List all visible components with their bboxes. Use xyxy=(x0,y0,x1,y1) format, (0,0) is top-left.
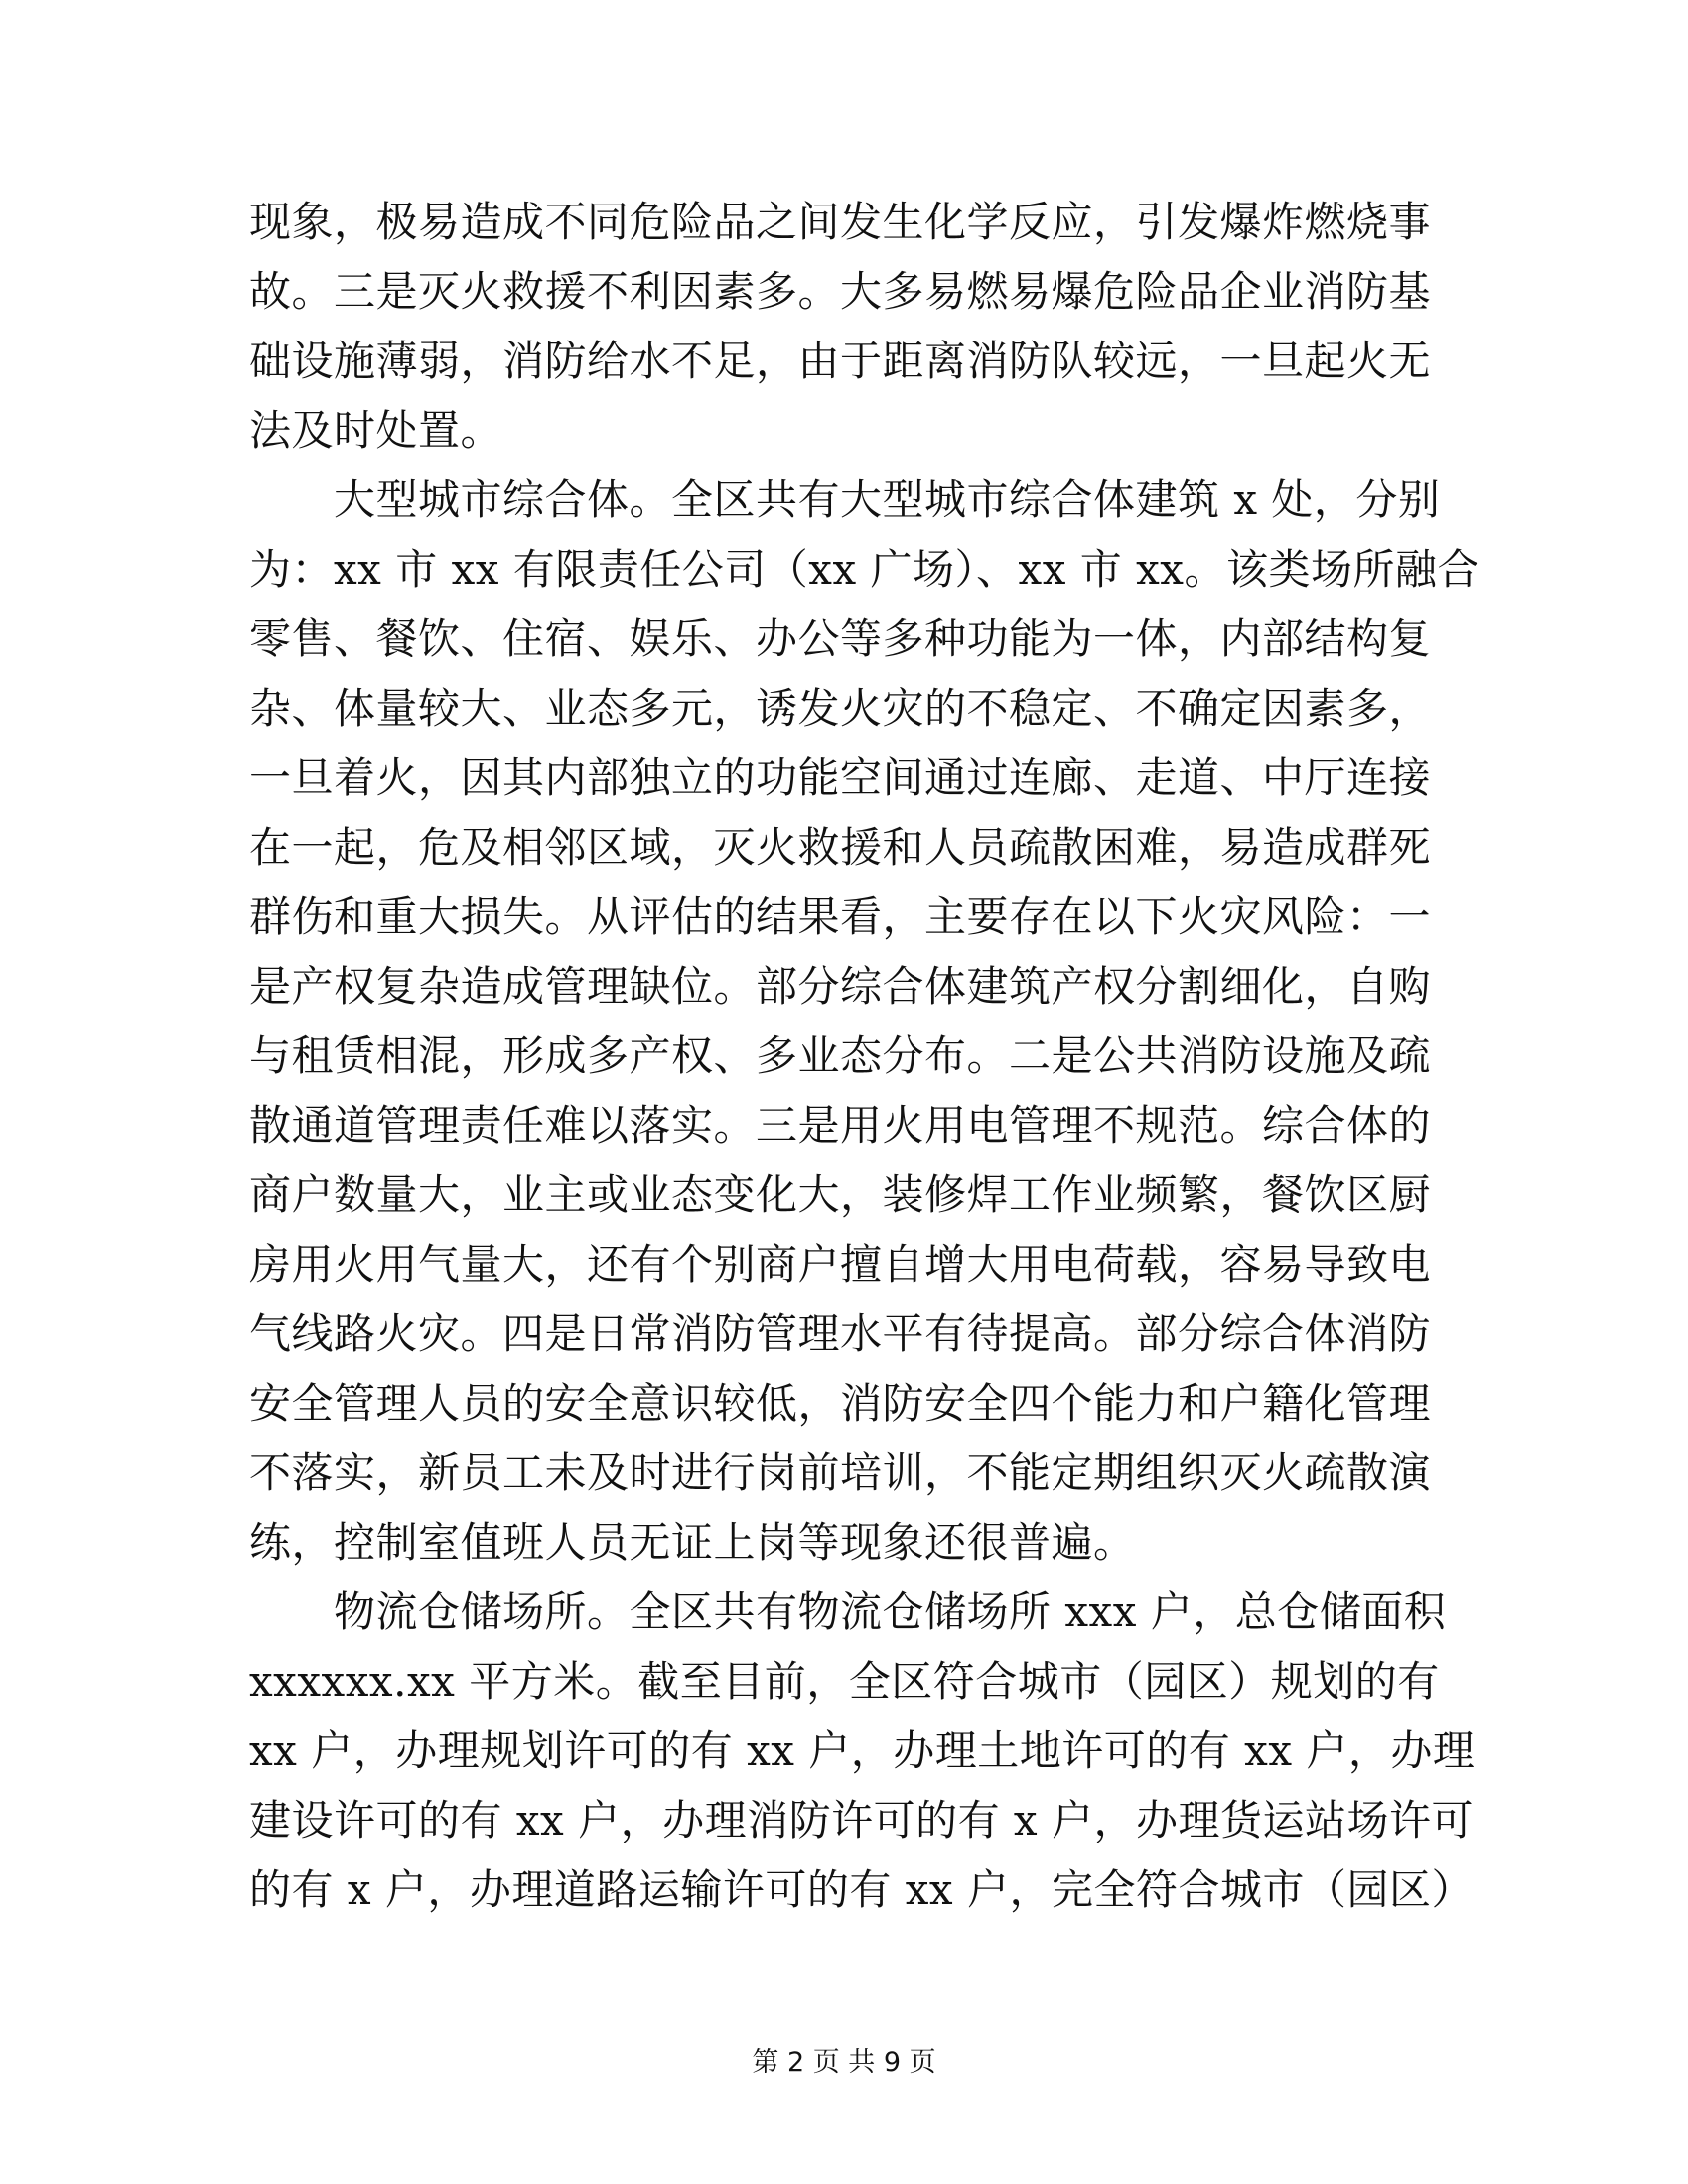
text-line: 安全管理人员的安全意识较低，消防安全四个能力和户籍化管理 xyxy=(249,1379,1432,1428)
text-line: 建设许可的有 xx 户，办理消防许可的有 x 户，办理货运站场许可 xyxy=(249,1796,1474,1844)
text-line: 法及时处置。 xyxy=(249,406,503,455)
text-line: 在一起，危及相邻区域，灭火救援和人员疏散困难，易造成群死 xyxy=(249,823,1432,872)
text-line: 零售、餐饮、住宿、娱乐、办公等多种功能为一体，内部结构复 xyxy=(249,614,1432,663)
text-line: 一旦着火，因其内部独立的功能空间通过连廊、走道、中厅连接 xyxy=(249,753,1432,802)
text-line: 房用火用气量大，还有个别商户擅自增大用电荷载，容易导致电 xyxy=(249,1240,1432,1289)
text-line: 为：xx 市 xx 有限责任公司（xx 广场）、xx 市 xx。该类场所融合 xyxy=(249,545,1479,594)
text-line: 的有 x 户，办理道路运输许可的有 xx 户，完全符合城市（园区） xyxy=(249,1865,1474,1914)
paragraph-start-line: 物流仓储场所。全区共有物流仓储场所 xxx 户，总仓储面积 xyxy=(249,1587,1447,1636)
text-line: xxxxxx.xx 平方米。截至目前，全区符合城市（园区）规划的有 xyxy=(249,1657,1440,1706)
text-line: 是产权复杂造成管理缺位。部分综合体建筑产权分割细化，自购 xyxy=(249,962,1432,1011)
text-line: 群伤和重大损失。从评估的结果看，主要存在以下火灾风险：一 xyxy=(249,892,1432,941)
text-line: 练，控制室值班人员无证上岗等现象还很普遍。 xyxy=(249,1518,1136,1567)
paragraph-start-line: 大型城市综合体。全区共有大型城市综合体建筑 x 处，分别 xyxy=(249,476,1441,524)
page-number-footer: 第 2 页 共 9 页 xyxy=(752,2047,936,2078)
text-line: 不落实，新员工未及时进行岗前培训，不能定期组织灭火疏散演 xyxy=(249,1448,1432,1497)
text-line: 故。三是灭火救援不利因素多。大多易燃易爆危险品企业消防基 xyxy=(249,267,1432,316)
text-line: xx 户，办理规划许可的有 xx 户，办理土地许可的有 xx 户，办理 xyxy=(249,1726,1476,1775)
text-line: 杂、体量较大、业态多元，诱发火灾的不稳定、不确定因素多， xyxy=(249,684,1432,733)
text-line: 气线路火灾。四是日常消防管理水平有待提高。部分综合体消防 xyxy=(249,1309,1432,1358)
text-line: 商户数量大，业主或业态变化大，装修焊工作业频繁，餐饮区厨 xyxy=(249,1170,1432,1219)
text-line: 与租赁相混，形成多产权、多业态分布。二是公共消防设施及疏 xyxy=(249,1031,1432,1080)
text-line: 础设施薄弱，消防给水不足，由于距离消防队较远，一旦起火无 xyxy=(249,337,1432,385)
text-line: 现象，极易造成不同危险品之间发生化学反应，引发爆炸燃烧事 xyxy=(249,198,1432,246)
text-line: 散通道管理责任难以落实。三是用火用电管理不规范。综合体的 xyxy=(249,1101,1432,1150)
